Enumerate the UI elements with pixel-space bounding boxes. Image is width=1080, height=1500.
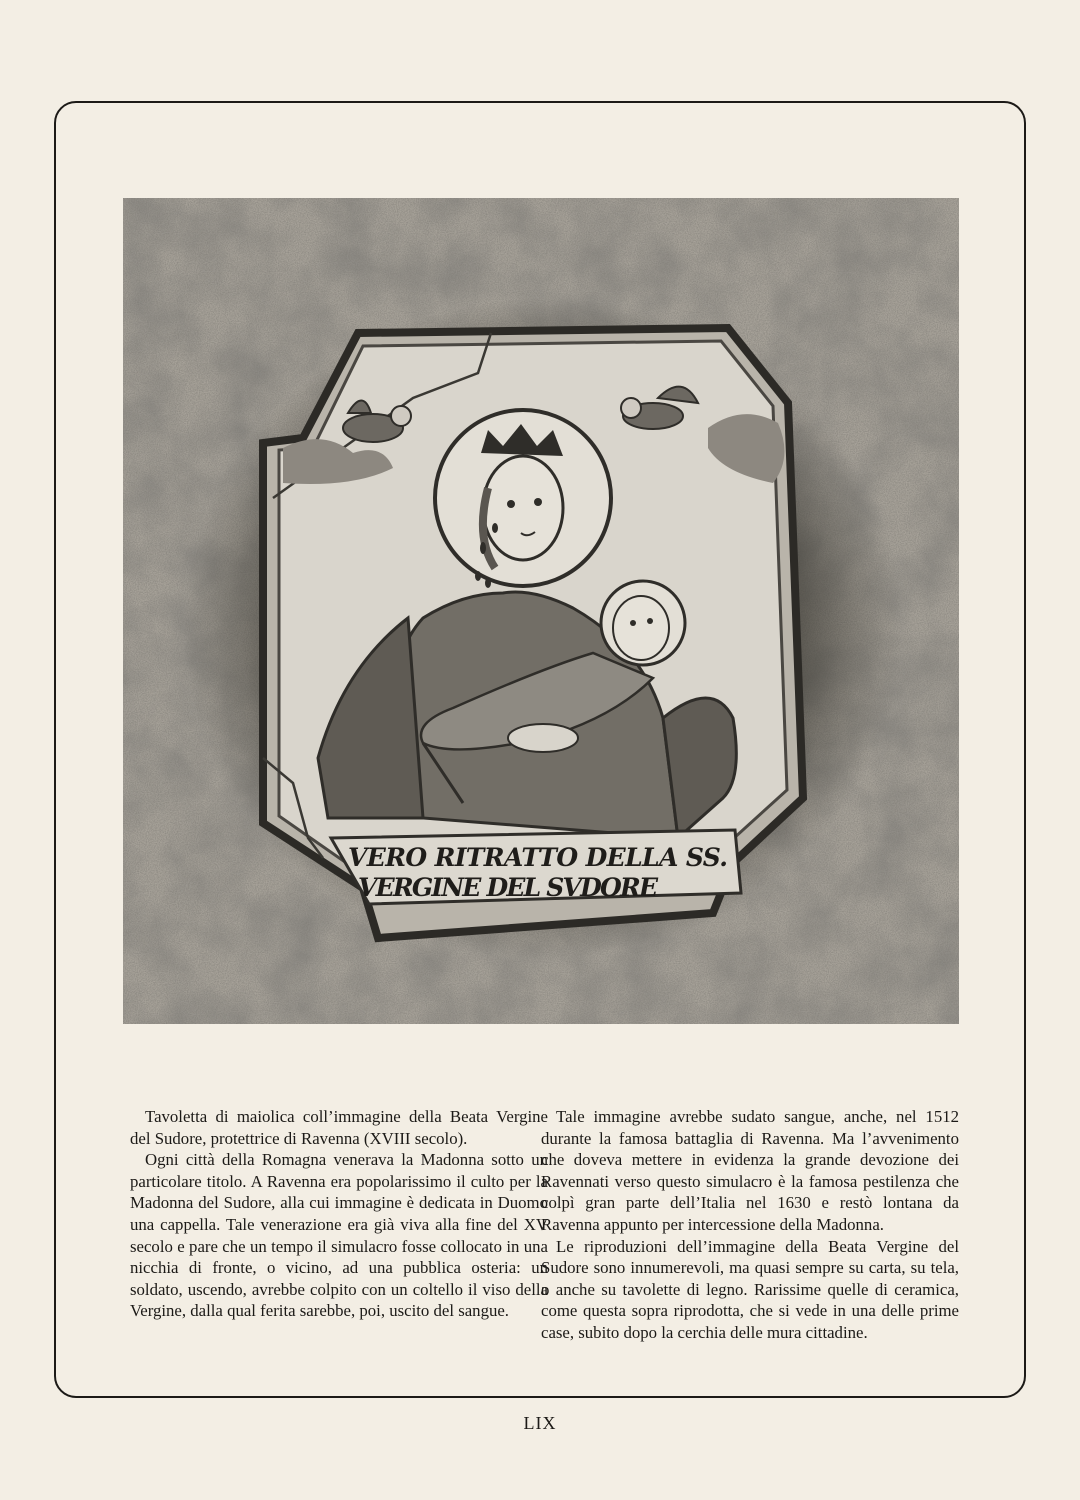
caption-paragraph: Le riproduzioni dell’immagine della Beata Vergine del Sudore sono innumerevoli, ma quasi sempre su carta, su tela, o anche su tavolette di legno. Rarissime quelle di ceramica, come questa sopra riprodotta, che si vede in una delle prime case, subito dopo la cerchia delle mura cittadine. (541, 1236, 959, 1342)
caption-paragraph: Ogni città della Romagna venerava la Madonna sotto un particolare titolo. A Ravenna era popolarissimo il culto per la Madonna del Sudore, alla cui immagine è dedicata in Duomo una cappella. Tale venerazione era già viva alla fine del XV secolo e pare che un tempo il simulacro fosse collocato in una nicchia di fronte, o vicino, ad una pubblica osteria: un soldato, uscendo, avrebbe colpito con un coltello il viso della Vergine, dalla qual ferita sarebbe, poi, uscito del sangue. (130, 1150, 548, 1321)
tile-inscription-line1: VERO RITRATTO DELLA SS. (348, 843, 728, 872)
photograph-majolica-tile (123, 198, 959, 1024)
caption-paragraph: Tale immagine avrebbe sudato sangue, anche, nel 1512 durante la famosa battaglia di Ravenna. Ma l’avvenimento che doveva mettere in evidenza la grande devozione dei Ravennati verso questo simulacro è la famosa pestilenza che colpì gran parte dell’Italia nel 1630 e restò lontana da Ravenna appunto per intercessione della Madonna. (541, 1107, 959, 1234)
caption-left-column (130, 1106, 548, 1322)
caption-paragraph: Tavoletta di maiolica coll’immagine della Beata Vergine del Sudore, protettrice di Ravenna (XVIII secolo). (130, 1107, 548, 1148)
tile-inscription-line2: VERGINE DEL SVDORE (358, 873, 658, 902)
caption-right-column (541, 1106, 959, 1344)
page-number: LIX (523, 1413, 557, 1433)
